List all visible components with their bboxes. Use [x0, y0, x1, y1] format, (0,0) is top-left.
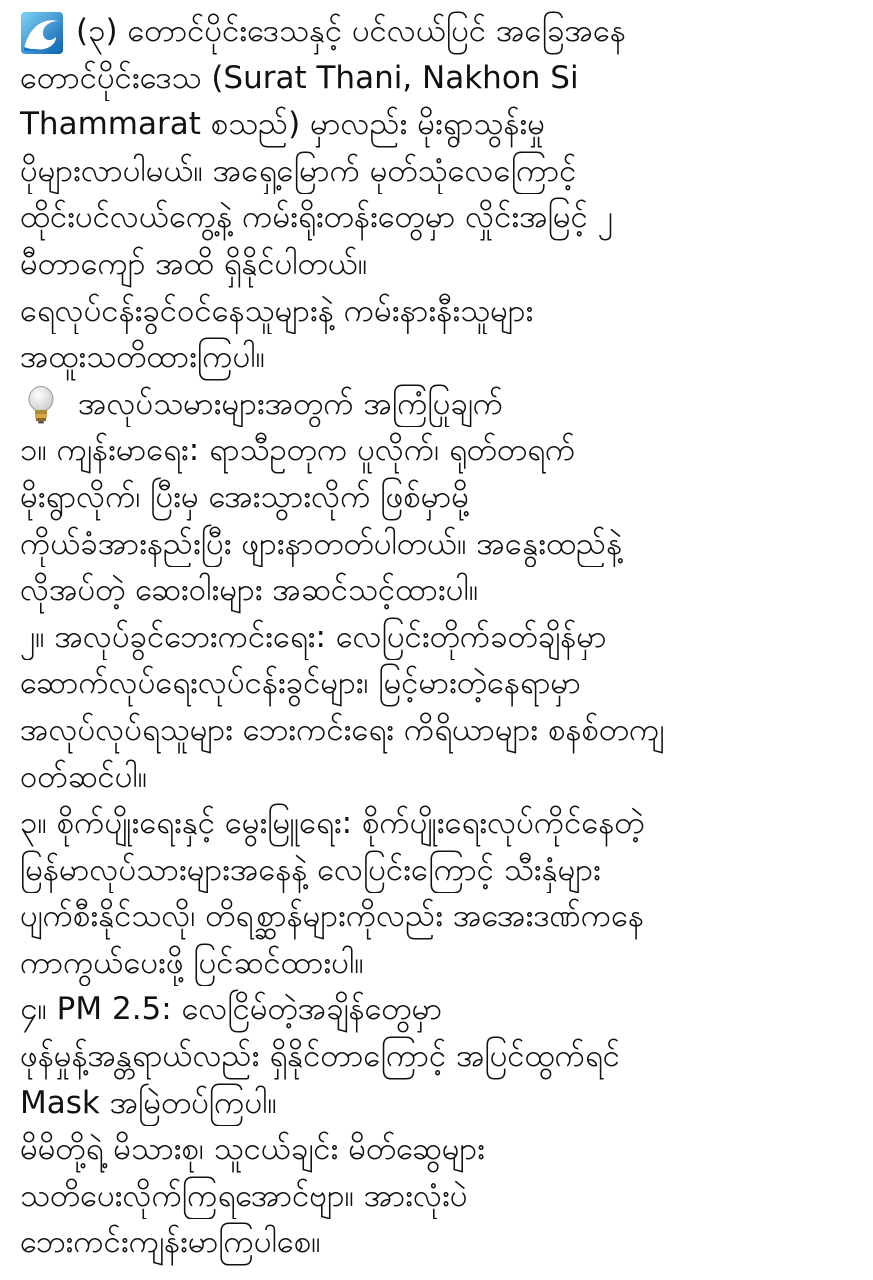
- post-body: [20, 8, 865, 1266]
- text-line: ၃။ စိုက်ပျိုးရေးနှင့် မွေးမြူရေး: စိုက်ပျိုးရေးလုပ်ကိုင်နေတဲ့: [20, 805, 645, 842]
- text-line: ကာကွယ်ပေးဖို့ ပြင်ဆင်ထားပါ။: [20, 944, 364, 981]
- text-line: အလုပ်လုပ်ရသူများ ဘေးကင်းရေး ကိရိယာများ စနစ်တကျ: [20, 711, 665, 748]
- light-bulb-icon: [26, 385, 56, 425]
- text-line: Thammarat စသည်) မှာလည်း မိုးရွာသွန်းမှု: [20, 106, 545, 143]
- text-line: ၂။ အလုပ်ခွင်ဘေးကင်းရေး: လေပြင်းတိုက်ခတ်ချိန်မှာ: [20, 618, 607, 655]
- text-line: အထူးသတိထားကြပါ။: [20, 339, 266, 376]
- water-wave-icon: [20, 11, 64, 55]
- text-line: ပိုများလာပါမယ်။ အရှေ့မြောက် မုတ်သုံလေကြောင့်: [20, 152, 577, 189]
- text-line: ဘေးကင်းကျန်းမာကြပါစေ။: [20, 1224, 321, 1261]
- section-3-heading-line: (၃) တောင်ပိုင်းဒေသနှင့် ပင်လယ်ပြင် အခြေအနေ: [20, 8, 865, 55]
- text-line: ထိုင်းပင်လယ်ကွေ့နဲ့ ကမ်းရိုးတန်းတွေမှာ လှိုင်းအမြင့် ၂: [20, 199, 613, 236]
- text-line: ကိုယ်ခံအားနည်းပြီး ဖျားနာတတ်ပါတယ်။ အနွေးထည်နဲ့: [20, 525, 623, 562]
- text-line: ဆောက်လုပ်ရေးလုပ်ငန်းခွင်များ၊ မြင့်မားတဲ့နေရာမှာ: [20, 665, 581, 702]
- text-line: မိမိတို့ရဲ့ မိသားစု၊ သူငယ်ချင်း မိတ်ဆွေများ: [20, 1131, 485, 1168]
- text-line: ၁။ ကျန်းမာရေး: ရာသီဥတုက ပူလိုက်၊ ရုတ်တရက်: [20, 432, 576, 469]
- text-line: Mask အမြဲတပ်ကြပါ။: [20, 1084, 277, 1121]
- text-line: ရေလုပ်ငန်းခွင်ဝင်နေသူများနဲ့ ကမ်းနားနီးသူများ: [20, 292, 534, 329]
- text-line: ၄။ PM 2.5: လေငြိမ်တဲ့အချိန်တွေမှာ: [20, 991, 443, 1028]
- advice-heading-line: အလုပ်သမားများအတွက် အကြံပြုချက်: [20, 381, 865, 428]
- text-line: လိုအပ်တဲ့ ဆေးဝါးများ အဆင်သင့်ထားပါ။: [20, 572, 479, 609]
- text-line: ပျက်စီးနိုင်သလို၊ တိရစ္ဆာန်များကိုလည်း အအေးဒဏ်ကနေ: [20, 898, 644, 935]
- text-line: ဝတ်ဆင်ပါ။: [20, 758, 148, 795]
- text-line: မီတာကျော် အထိ ရှိနိုင်ပါတယ်။: [20, 245, 368, 282]
- text-line: ဖုန်မှုန့်အန္တရာယ်လည်း ရှိနိုင်တာကြောင့် အပြင်ထွက်ရင်: [20, 1038, 620, 1075]
- text-line: မိုးရွာလိုက်၊ ပြီးမှ အေးသွားလိုက် ဖြစ်မှာမို့: [20, 478, 469, 515]
- text-line: မြန်မာလုပ်သားများအနေနဲ့ လေပြင်းကြောင့် သီးနှံများ: [20, 851, 601, 888]
- text-line: တောင်ပိုင်းဒေသ (Surat Thani, Nakhon Si: [20, 59, 579, 96]
- text-line: သတိပေးလိုက်ကြရအောင်ဗျာ။ အားလုံးပဲ: [20, 1177, 468, 1214]
